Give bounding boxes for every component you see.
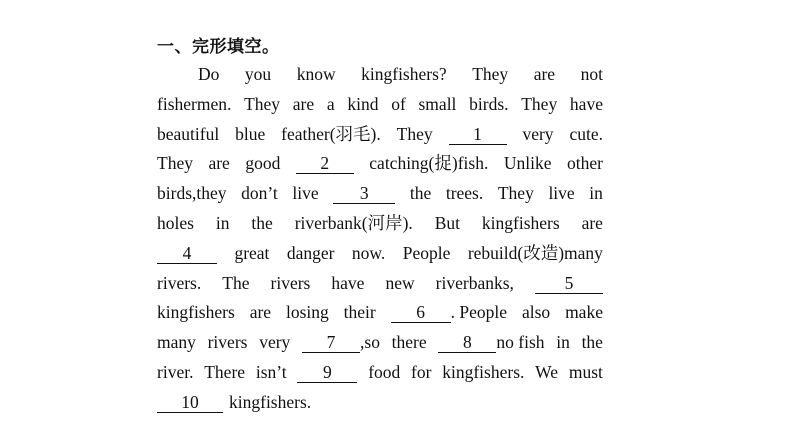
word: are	[208, 153, 230, 174]
word: not	[580, 64, 603, 84]
word: live	[548, 183, 575, 204]
word: ,so	[360, 332, 380, 353]
word: don’t	[241, 183, 278, 204]
word: They	[157, 153, 193, 174]
word: People	[402, 242, 451, 263]
word: rivers.	[157, 272, 202, 293]
word: a	[326, 93, 335, 114]
answer-blank-10[interactable]: 10	[157, 393, 223, 413]
word: . People	[450, 302, 508, 323]
cloze-passage	[157, 60, 603, 418]
word: rivers	[270, 272, 311, 293]
word: now.	[351, 242, 386, 263]
word: new	[385, 272, 415, 293]
word: many	[157, 332, 196, 353]
word: But	[434, 212, 460, 233]
word: fishermen.	[157, 93, 232, 114]
word: They	[521, 93, 558, 114]
passage-line-4	[157, 149, 603, 179]
word: river.	[157, 361, 194, 382]
word: holes	[157, 212, 194, 233]
word: also	[521, 302, 551, 323]
answer-blank-1[interactable]: 1	[449, 125, 507, 145]
word: kingfishers.	[229, 391, 312, 412]
word: are	[292, 93, 315, 114]
passage-line-6	[157, 209, 603, 239]
word: other	[566, 153, 603, 174]
word: cute.	[569, 123, 603, 144]
word: great	[234, 242, 270, 263]
word: the	[581, 332, 603, 353]
word: very	[259, 332, 291, 353]
answer-blank-6[interactable]: 6	[391, 303, 451, 323]
answer-blank-4[interactable]: 4	[157, 244, 217, 264]
passage-line-9	[157, 298, 603, 328]
word: Unlike	[503, 153, 552, 174]
word: very	[522, 123, 554, 144]
word: no fish	[496, 332, 545, 353]
word: the	[409, 183, 432, 204]
word: birds,they	[157, 183, 227, 204]
word: good	[245, 153, 281, 174]
word: riverbank(河岸).	[294, 212, 413, 233]
word: in	[215, 212, 230, 233]
word: there	[391, 332, 427, 353]
word: are	[533, 64, 556, 84]
word: Do	[198, 64, 220, 84]
word: in	[556, 332, 570, 353]
word: They	[396, 123, 433, 144]
word: losing	[285, 302, 329, 323]
word: kind	[347, 93, 379, 114]
passage-line-1	[157, 60, 603, 90]
passage-line-11	[157, 358, 603, 388]
word: their	[343, 302, 376, 323]
word: are	[249, 302, 272, 323]
word: rivers	[207, 332, 248, 353]
word: feather(羽毛).	[281, 123, 381, 144]
word: must	[568, 361, 603, 382]
word: trees.	[445, 183, 484, 204]
word: are	[581, 212, 603, 233]
word: catching(捉)fish.	[369, 153, 489, 174]
word: know	[296, 64, 336, 84]
word: kingfishers?	[361, 64, 447, 84]
word: beautiful	[157, 123, 220, 144]
passage-line-3	[157, 120, 603, 150]
word: The	[222, 272, 250, 293]
word: There	[204, 361, 246, 382]
blank-with-text	[438, 328, 544, 358]
answer-blank-2[interactable]: 2	[296, 154, 354, 174]
passage-line-10	[157, 328, 603, 358]
word: birds.	[469, 93, 509, 114]
word: in	[589, 183, 603, 204]
blank-with-period	[391, 298, 507, 328]
word: isn’t	[255, 361, 287, 382]
word: you	[244, 64, 272, 84]
word: They	[497, 183, 534, 204]
word: have	[569, 93, 603, 114]
passage-line-5	[157, 179, 603, 209]
passage-line-8	[157, 269, 603, 299]
answer-blank-8[interactable]: 8	[438, 333, 496, 353]
word: riverbanks,	[435, 272, 514, 293]
answer-blank-7[interactable]: 7	[302, 333, 360, 353]
word: kingfishers.	[442, 361, 525, 382]
word: We	[535, 361, 559, 382]
word: for	[411, 361, 432, 382]
word: blue	[235, 123, 266, 144]
passage-line-2	[157, 90, 603, 120]
word: kingfishers	[481, 212, 560, 233]
passage-line-7	[157, 239, 603, 269]
answer-blank-5[interactable]: 5	[535, 274, 603, 294]
answer-blank-3[interactable]: 3	[333, 184, 395, 204]
word: They	[244, 93, 281, 114]
word: danger	[286, 242, 335, 263]
section-title: 一、完形填空。	[157, 37, 280, 57]
word: the	[251, 212, 273, 233]
word: make	[565, 302, 603, 323]
word: small	[418, 93, 457, 114]
word: rebuild(改造)many	[467, 242, 603, 263]
word: kingfishers	[157, 302, 235, 323]
answer-blank-9[interactable]: 9	[297, 363, 357, 383]
word: have	[331, 272, 365, 293]
blank-with-comma	[302, 328, 380, 358]
word: of	[391, 93, 406, 114]
word: food	[368, 361, 401, 382]
passage-line-12	[157, 388, 603, 418]
word: They	[472, 64, 509, 84]
word: live	[292, 183, 319, 204]
